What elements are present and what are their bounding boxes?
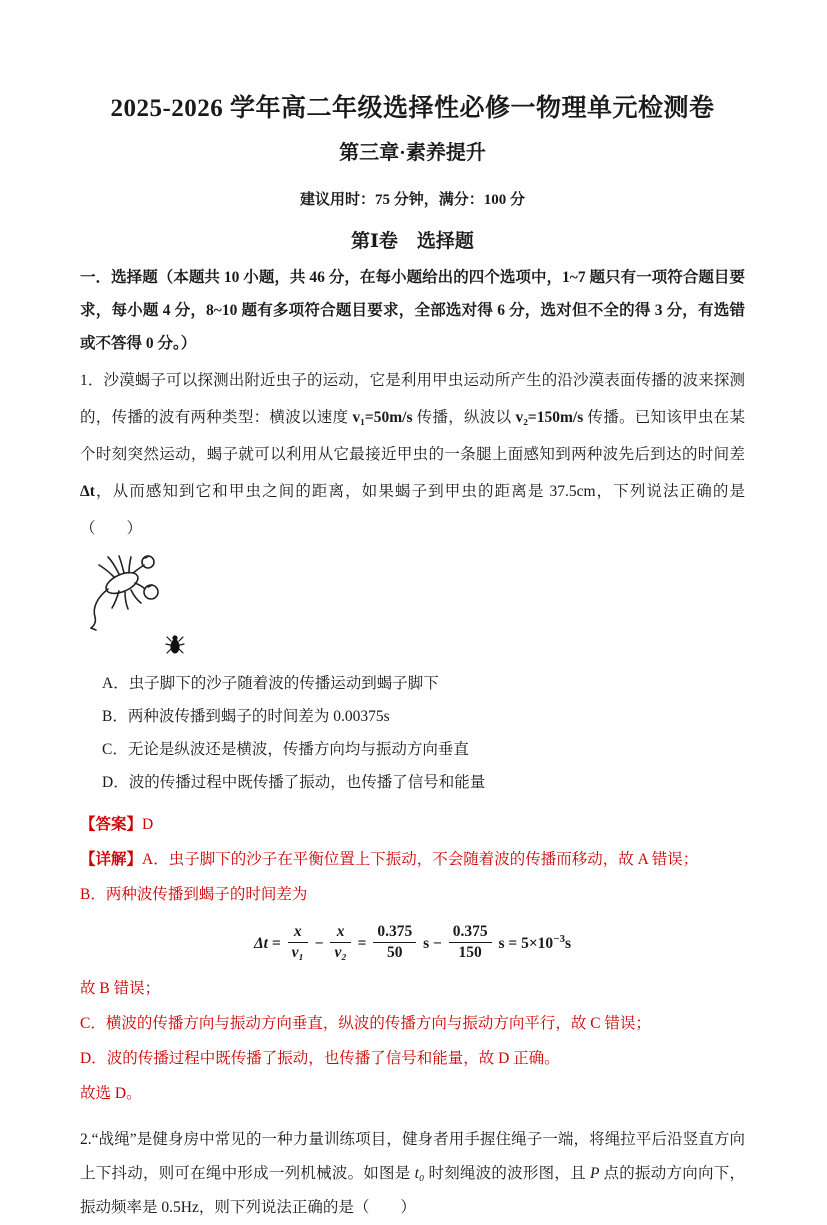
question-2-text — [80, 1123, 745, 1225]
formula-mid: s − — [423, 935, 442, 953]
question-1-text — [80, 362, 745, 547]
q2-text-part3: 点的振动方向向下，振动频率是 0.5Hz，则下列说法正确的是（ ） — [80, 1165, 745, 1217]
q1-option-c: C．无论是纵波还是横波，传播方向均与振动方向垂直 — [102, 741, 469, 758]
q1-explain-a-text: A．虫子脚下的沙子在平衡位置上下振动，不会随着波的传播而移动，故 A 错误； — [142, 851, 699, 868]
formula-fraction-3: $\frac{0.375}{50}$ — [373, 923, 416, 962]
q1-text-part1: 1．沙漠蝎子可以探测出附近虫子的运动，它是利用甲虫运动所产生的沿沙漠表面传播的波来探测的，传播的波有两种类型：横波以速度 — [80, 372, 745, 426]
q1-answer-line — [80, 807, 745, 842]
formula-fraction-4: $\frac{0.375}{150}$ — [449, 923, 492, 962]
formula-exponent: −3 — [553, 933, 565, 945]
exam-subtitle: 第三章·素养提升 — [339, 142, 486, 164]
q1-delta-t: Δt — [80, 483, 95, 500]
exam-title: 2025-2026 学年高二年级选择性必修一物理单元检测卷 — [110, 95, 715, 122]
q1-options — [80, 667, 745, 799]
q1-explanation-d: D．波的传播过程中既传播了振动，也传播了信号和能量，故 D 正确。 — [80, 1050, 560, 1068]
explanation-label: 【详解】 — [80, 851, 143, 868]
q1-explanation-b-end: 故 B 错误； — [80, 980, 161, 998]
q1-text-part2: 传播，纵波以 — [412, 409, 516, 426]
q1-formula — [80, 918, 745, 965]
q1-conclusion: 故选 D。 — [80, 1085, 142, 1103]
q1-answer-value: D — [142, 816, 154, 833]
formula-tail: $s = 5\times 10^{-3}s$ — [498, 933, 572, 953]
q2-text-part1: 2.“战绳”是健身房中常见的一种力量训练项目，健身者用手握住绳子一端，将绳拉平后沿竖直方向上下抖动，则可在绳中形成一列机械波。如图是 — [80, 1131, 745, 1183]
q1-velocity-2: v₂=150m/s — [515, 409, 584, 426]
scorpion-illustration — [86, 551, 164, 637]
formula-fraction-1: $\frac{x}{\text{v₁}}$ — [288, 923, 308, 962]
exam-meta-time-score: 建议用时：75 分钟，满分：100 分 — [299, 192, 525, 208]
q1-option-d: D．波的传播过程中既传播了振动，也传播了信号和能量 — [102, 774, 486, 791]
q1-velocity-1: v₁=50m/s — [352, 409, 413, 426]
q1-explanation-b-intro: B．两种波传播到蝎子的时间差为 — [80, 886, 308, 903]
q2-point-p: P — [589, 1165, 600, 1183]
q2-time-t0: t₀ — [414, 1165, 425, 1183]
section-heading-volume1: 第Ⅰ卷 选择题 — [351, 231, 474, 252]
q1-explanation-a — [80, 842, 745, 877]
q1-option-b: B．两种波传播到蝎子的时间差为 0.00375s — [102, 708, 390, 725]
formula-minus-1: − — [314, 935, 324, 953]
beetle-icon — [164, 633, 186, 657]
formula-equals-1: = — [357, 935, 367, 953]
q2-text-part2: 时刻绳波的波形图，且 — [424, 1165, 590, 1183]
q1-option-a: A．虫子脚下的沙子随着波的传播运动到蝎子脚下 — [102, 675, 439, 692]
section-instructions: 一．选择题（本题共 10 小题，共 46 分，在每小题给出的四个选项中，1~7 题只有一项符合题目要求，每小题 4 分，8~10 题有多项符合题目要求，全部选对得 6 分，选对但不全的得 3 分，有选错或不答得 0 分。） — [80, 269, 745, 352]
q1-figure — [80, 551, 745, 659]
formula-lhs: Δt = — [253, 935, 281, 953]
q1-explanation-c: C．横波的传播方向与振动方向垂直，纵波的传播方向与振动方向平行，故 C 错误； — [80, 1015, 651, 1033]
answer-label: 【答案】 — [80, 816, 143, 833]
formula-fraction-2: $\frac{x}{\text{v₂}}$ — [330, 923, 350, 962]
q1-text-part3: 传播。已知该甲虫在某个时刻突然运动，蝎子就可以利用从它最接近甲虫的一条腿上面感知到两种波先后到达的时间差 — [80, 409, 745, 463]
q1-text-part4: ，从而感知到它和甲虫之间的距离，如果蝎子到甲虫的距离是 37.5cm，下列说法正确的是（ ） — [80, 483, 745, 537]
